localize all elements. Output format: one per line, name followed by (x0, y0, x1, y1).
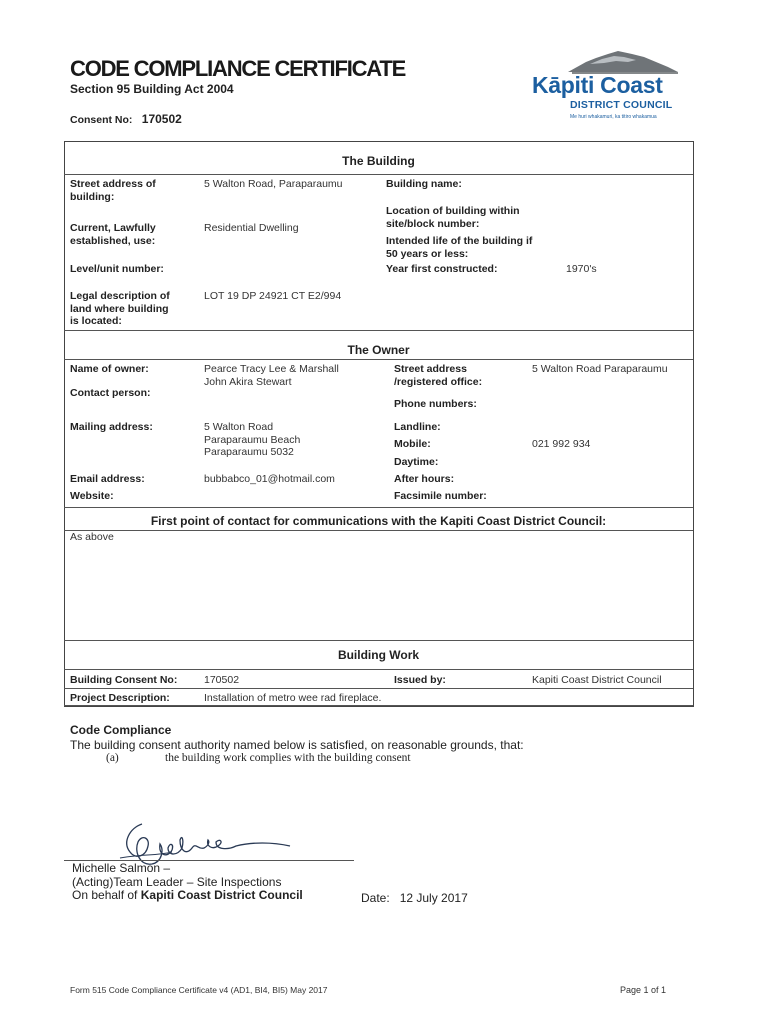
website-label: Website: (70, 490, 114, 502)
building-heading: The Building (342, 154, 415, 168)
contact-value: As above (70, 531, 114, 543)
facsimile-label: Facsimile number: (394, 490, 487, 502)
divider (64, 688, 693, 689)
email-label: Email address: (70, 473, 145, 485)
email-value: bubbabco_01@hotmail.com (204, 473, 335, 485)
date-value: 12 July 2017 (399, 891, 468, 905)
divider (64, 669, 693, 670)
project-description-value: Installation of metro wee rad fireplace. (204, 692, 382, 704)
owner-street-value: 5 Walton Road Paraparaumu (532, 363, 668, 375)
council-logo (528, 48, 690, 124)
signatory-name: Michelle Salmon – (72, 861, 171, 875)
building-work-heading: Building Work (337, 648, 420, 662)
on-behalf-of (72, 889, 303, 903)
street-address-label: Street address of building: (70, 178, 156, 203)
level-unit-label: Level/unit number: (70, 263, 164, 275)
landline-label: Landline: (394, 421, 441, 433)
contact-heading: First point of contact for communications with the Kapiti Coast District Council: (150, 514, 607, 528)
logo-subtitle: DISTRICT COUNCIL (570, 99, 673, 111)
document-title: CODE COMPLIANCE CERTIFICATE (70, 56, 406, 81)
location-label: Location of building within site/block number: (386, 205, 520, 230)
on-behalf-org: Kapiti Coast District Council (140, 888, 303, 902)
project-description-label: Project Description: (70, 692, 170, 704)
divider (64, 640, 693, 641)
issued-by-label: Issued by: (394, 674, 446, 686)
owner-heading: The Owner (347, 343, 410, 357)
compliance-item-text: the building work complies with the building consent (165, 752, 411, 764)
mailing-address-label: Mailing address: (70, 421, 153, 433)
divider (64, 330, 693, 331)
building-name-label: Building name: (386, 178, 462, 190)
mobile-label: Mobile: (394, 438, 431, 450)
document-subtitle: Section 95 Building Act 2004 (70, 82, 234, 96)
legal-description-value: LOT 19 DP 24921 CT E2/994 (204, 290, 342, 302)
after-hours-label: After hours: (394, 473, 455, 485)
building-consent-value: 170502 (204, 674, 240, 686)
year-constructed-label: Year first constructed: (386, 263, 498, 275)
building-consent-label: Building Consent No: (70, 674, 178, 686)
signatory-block (72, 862, 303, 903)
consent-number (70, 112, 182, 126)
mobile-value: 021 992 934 (532, 438, 591, 450)
on-behalf-prefix: On behalf of (72, 888, 138, 902)
consent-label: Consent No: (70, 114, 133, 126)
consent-value: 170502 (141, 112, 182, 126)
issued-by-value: Kapiti Coast District Council (532, 674, 662, 686)
contact-person-label: Contact person: (70, 387, 151, 399)
signatory-role: (Acting)Team Leader – Site Inspections (72, 874, 282, 889)
logo-name: Kāpiti Coast (532, 72, 663, 98)
daytime-label: Daytime: (394, 456, 439, 468)
logo-tagline: Me huri whakamuri, ka titiro whakamua (570, 114, 657, 120)
owner-name-label: Name of owner: (70, 363, 149, 375)
current-use-value: Residential Dwelling (204, 222, 299, 234)
divider (64, 530, 693, 531)
divider (64, 359, 693, 360)
intended-life-label: Intended life of the building if 50 years or less: (386, 235, 533, 260)
legal-description-label: Legal description of land where building is located: (70, 290, 170, 327)
current-use-label: Current, Lawfully established, use: (70, 222, 156, 247)
mailing-address-value: 5 Walton Road Paraparaumu Beach Paraparaumu 5032 (204, 421, 301, 458)
code-compliance-text: The building consent authority named below is satisfied, on reasonable grounds, that: (70, 738, 524, 752)
street-address-value: 5 Walton Road, Paraparaumu (204, 178, 343, 190)
divider (64, 507, 693, 508)
divider (64, 705, 693, 706)
signoff-date (361, 891, 468, 905)
page-number: Page 1 of 1 (620, 985, 667, 995)
phone-numbers-label: Phone numbers: (394, 398, 477, 410)
details-table (64, 141, 694, 707)
year-constructed-value: 1970's (566, 263, 597, 275)
owner-street-label: Street address /registered office: (394, 363, 483, 388)
owner-name-value: Pearce Tracy Lee & Marshall John Akira Stewart (204, 363, 339, 388)
code-compliance-title: Code Compliance (70, 723, 172, 737)
form-footer: Form 515 Code Compliance Certificate v4 (AD1, BI4, BI5) May 2017 (70, 985, 328, 995)
divider (64, 174, 693, 175)
compliance-item-marker: (a) (106, 752, 119, 764)
date-label: Date: (361, 891, 390, 905)
